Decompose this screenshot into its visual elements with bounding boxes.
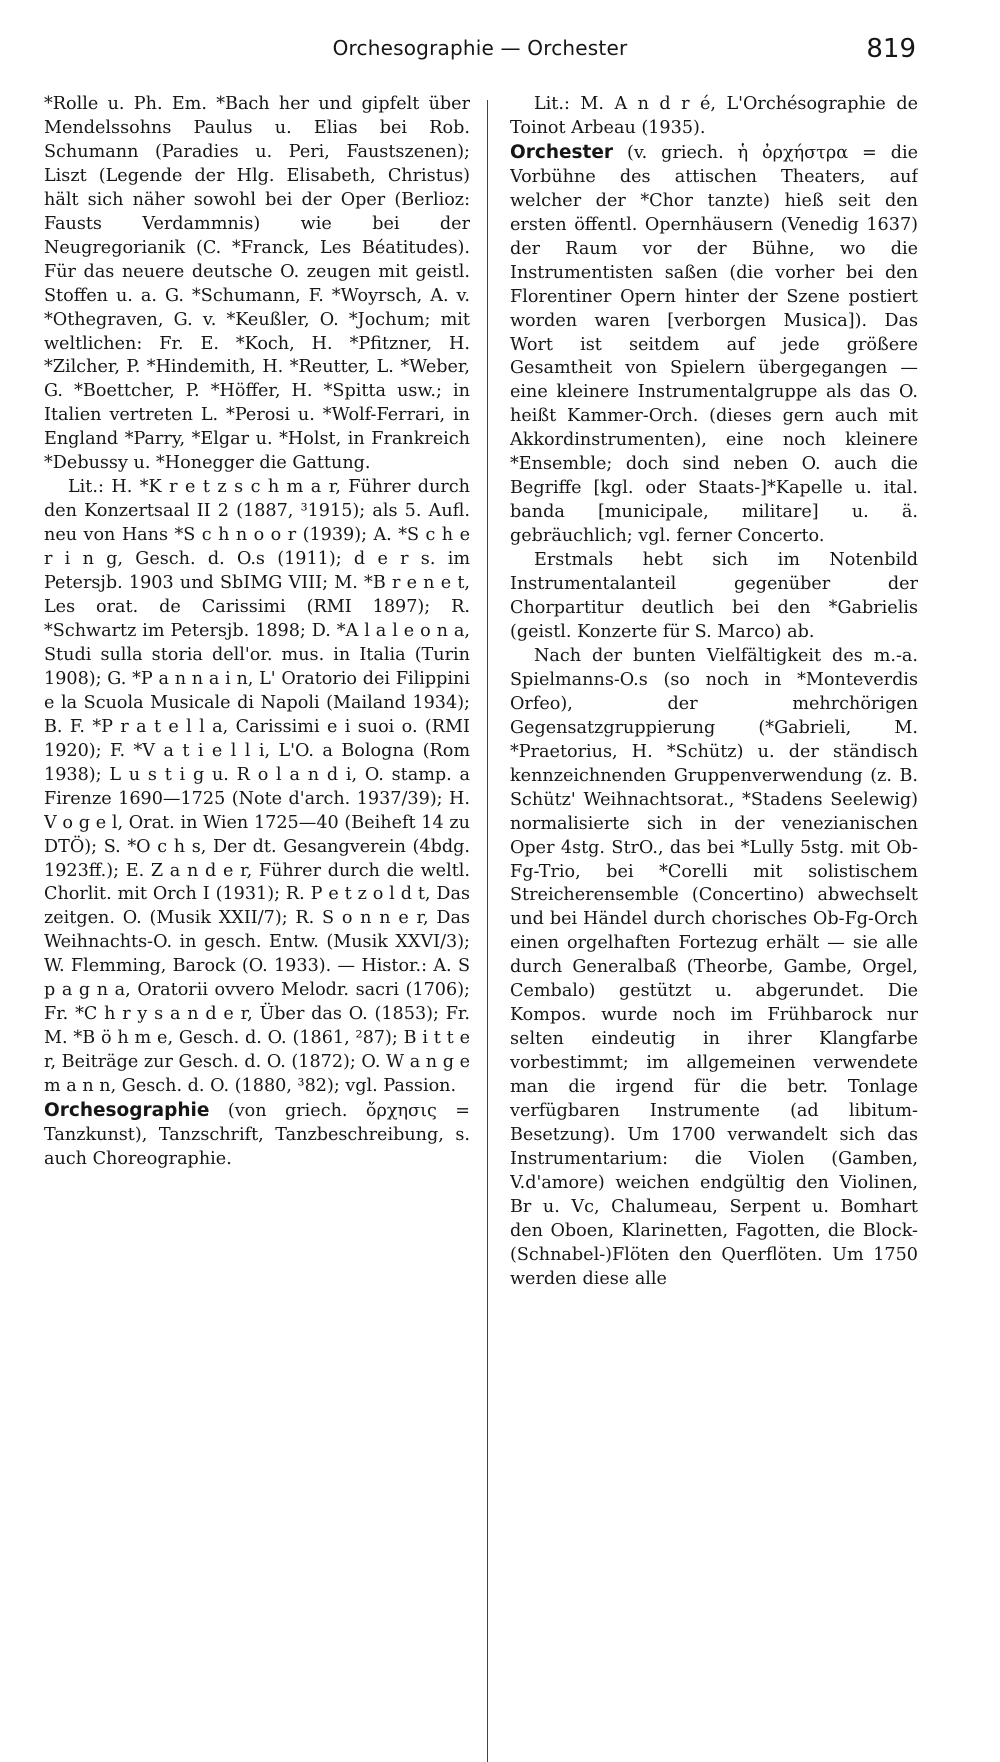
page-number: 819 <box>866 34 916 64</box>
column-divider <box>487 100 488 1762</box>
page-header <box>0 36 1000 66</box>
orchester-paragraph-2: Erstmals hebt sich im Notenbild Instrumentalanteil gegenüber der Chorpartitur deutlich bei den *Gabrielis (geistl. Konzerte für S. Marco) ab. <box>510 550 918 642</box>
right-column <box>510 93 918 1563</box>
entry-headword-orchesographie: Orchesographie <box>44 1100 210 1122</box>
orchesographie-literature: Lit.: M. A n d r é, L'Orchésographie de Toinot Arbeau (1935). <box>510 94 918 138</box>
oratorio-literature-paragraph: Lit.: H. *K r e t z s c h m a r, Führer durch den Konzertsaal II 2 (1887, ³1915); als 5. Aufl. neu von Hans *S c h n o o r (1939); A. *S c h e r i n g, Gesch. d. O.s (1911); d e r s. im Petersjb. 1903 und SbIMG VIII; M. *B r e n e t, Les orat. de Carissimi (RMI 1897); R. *Schwartz im Petersjb. 1898; D. *A l a l e o n a, Studi sulla storia dell'or. mus. in Italia (Turin 1908); G. *P a n n a i n, L' Oratorio dei Filippini e la Scuola Musicale di Napoli (Mailand 1934); B. F. *P r a t e l l a, Carissimi e i suoi o. (RMI 1920); F. *V a t i e l l i, L'O. a Bologna (Rom 1938); L u s t i g u. R o l a n d i, O. stamp. a Firenze 1690—1725 (Note d'arch. 1937/39); H. V o g e l, Orat. in Wien 1725—40 (Beiheft 14 zu DTÖ); S. *O c h s, Der dt. Gesangverein (4bdg. 1923ff.); E. Z a n d e r, Führer durch die weltl. Chorlit. mit Orch I (1931); R. P e t z o l d t, Das zeitgen. O. (Musik XXII/7); R. S o n n e r, Das Weihnachts-O. in gesch. Entw. (Musik XXVI/3); W. Flemming, Barock (O. 1933). — Histor.: A. S p a g n a, Oratorii ovvero Melodr. sacri (1706); Fr. *C h r y s a n d e r, Über das O. (1853); Fr. M. *B ö h m e, Gesch. d. O. (1861, ²87); B i t t e r, Beiträge zur Gesch. d. O. (1872); O. W a n g e m a n n, Gesch. d. O. (1880, ³82); vgl. Passion. <box>44 477 470 1097</box>
orchester-entry <box>510 141 918 549</box>
entry-text-orchesographie: (von griech. ὄρχησις = Tanzkunst), Tanzschrift, Tanzbeschreibung, s. auch Choreographie. <box>44 1101 470 1169</box>
entry-text-orchester: (v. griech. ἡ ὀρχήστρα = die Vorbühne des attischen Theaters, auf welcher der *Chor tanzte) hieß seit den ersten öffentl. Opernhäusern (Venedig 1637) der Raum vor der Bühne, wo die Instrumentisten saßen (die vorher bei den Florentiner Opern hinter der Szene postiert worden waren [verborgen Musica]). Das Wort ist seitdem auf jede größere Gesamtheit von Spielern übergegangen — eine kleinere Instrumentalgruppe als das O. heißt Kammer-Orch. (dieses gern auch mit Akkordinstrumenten), eine noch kleinere *Ensemble; doch sind neben O. auch die Begriffe [kgl. oder Staats-]*Kapelle u. ital. banda [municipale, militare] u. ä. gebräuchlich; vgl. ferner Concerto. <box>510 142 918 547</box>
running-head: Orchesographie — Orchester <box>332 36 628 60</box>
oratorio-continuation-paragraph: *Rolle u. Ph. Em. *Bach her und gipfelt über Mendelssohns Paulus u. Elias bei Rob. Schumann (Paradies u. Peri, Faustszenen); Liszt (Legende der Hlg. Elisabeth, Christus) hält sich näher sowohl bei der Oper (Berlioz: Fausts Verdammnis) wie bei der Neugregorianik (C. *Franck, Les Béatitudes). Für das neuere deutsche O. zeugen mit geistl. Stoffen u. a. G. *Schumann, F. *Woyrsch, A. v. *Othegraven, G. v. *Keußler, O. *Jochum; mit weltlichen: Fr. E. *Koch, H. *Pfitzner, H. *Zilcher, P. *Hindemith, H. *Reutter, L. *Weber, G. *Boettcher, P. *Höffer, H. *Spitta usw.; in Italien vertreten L. *Perosi u. *Wolf-Ferrari, in England *Parry, *Elgar u. *Holst, in Frankreich *Debussy u. *Honegger die Gattung. <box>44 94 470 474</box>
orchester-paragraph-3: Nach der bunten Vielfältigkeit des m.-a. Spielmanns-O.s (so noch in *Monteverdis Orfeo), der mehrchörigen Gegensatzgruppierung (*Gabrieli, M. *Praetorius, H. *Schütz) u. der ständisch kennzeichnenden Gruppenverwendung (z. B. Schütz' Weihnachtsorat., *Stadens Seelewig) normalisierte sich in der venezianischen Oper 4stg. StrO., das bei *Lully 5stg. mit Ob-Fg-Trio, bei *Corelli mit solistischem Streicherensemble (Concertino) abwechselt und bei Händel durch chorisches Ob-Fg-Orch einen orgelhaften Fortezug erhält — sie alle durch Generalbaß (Theorbe, Gambe, Orgel, Cembalo) gestützt u. abgerundet. Die Kompos. wurde noch im Frühbarock nur selten eindeutig in ihrer Klangfarbe vorbestimmt; im allgemeinen verwendete man die irgend für die betr. Tonlage verfügbaren Instrumente (ad libitum-Besetzung). Um 1700 verwandelt sich das Instrumentarium: die Violen (Gamben, V.d'amore) weichen endgültig den Violinen, Br u. Vc, Chalumeau, Serpent u. Bomhart den Oboen, Klarinetten, Fagotten, die Block-(Schnabel-)Flöten den Querflöten. Um 1750 werden diese alle <box>510 645 918 1289</box>
orchesographie-entry <box>44 1099 470 1172</box>
entry-headword-orchester: Orchester <box>510 141 614 163</box>
left-column <box>44 93 470 1563</box>
